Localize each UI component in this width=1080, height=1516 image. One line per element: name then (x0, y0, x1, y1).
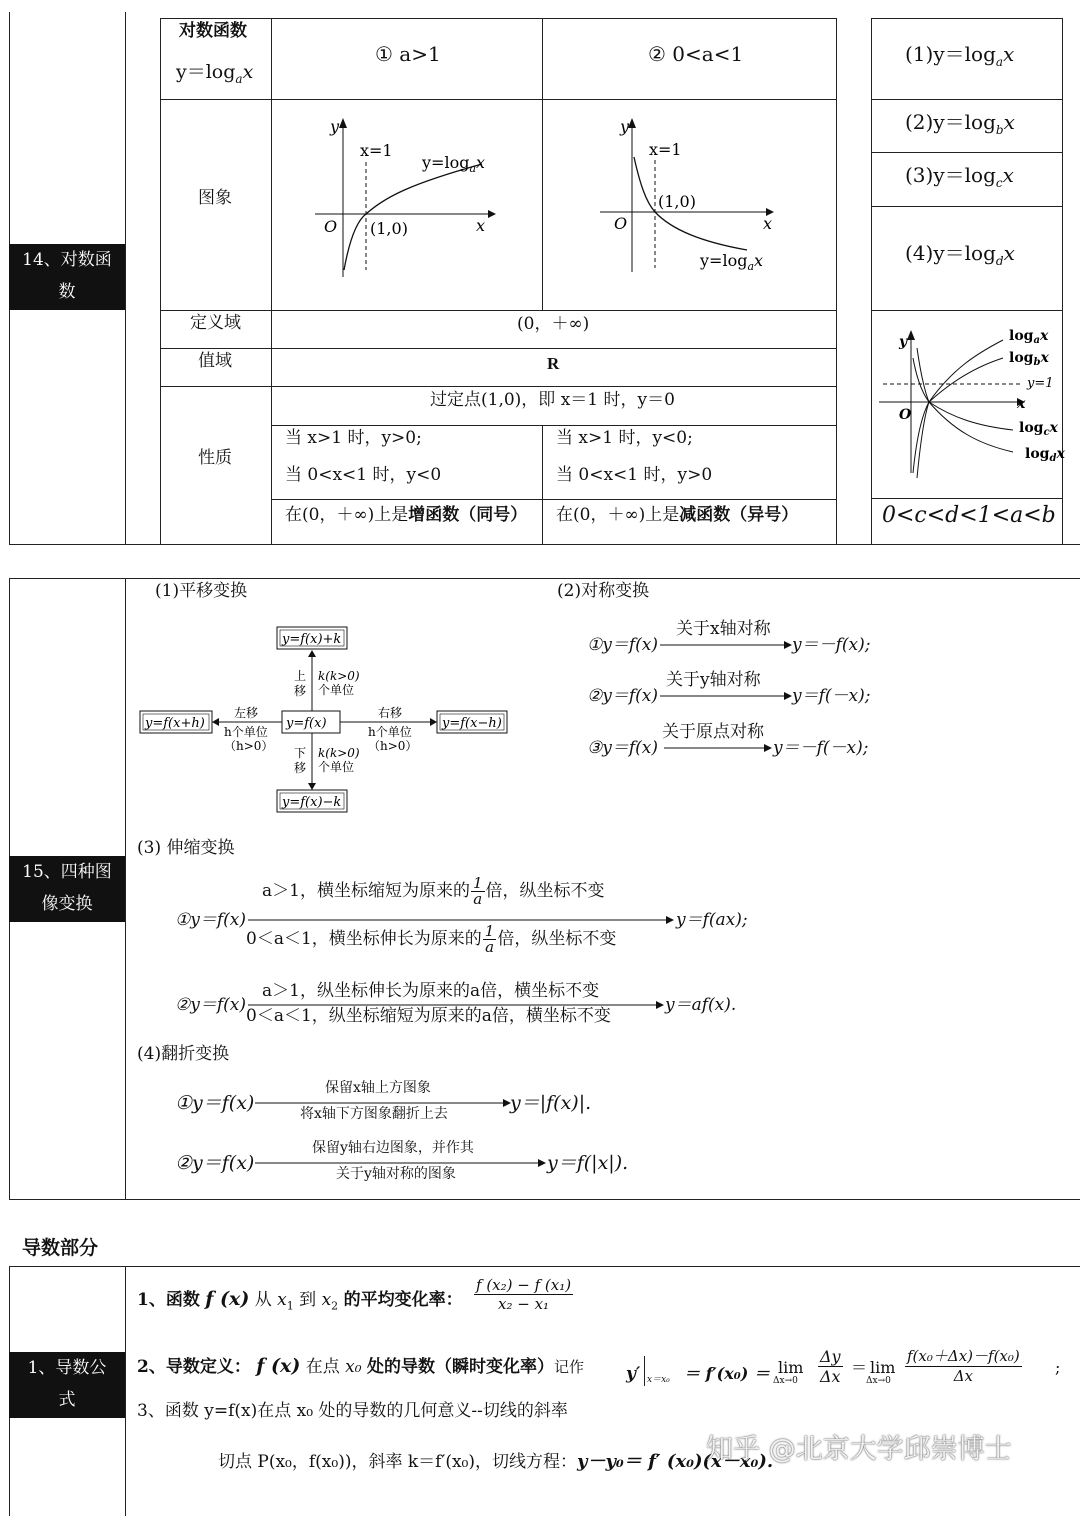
l4-a: 切点 P(x₀，f(x₀))，斜率 k＝f′(x₀)，切线方程： (218, 1452, 577, 1472)
g1-point-label: (1,0) (370, 219, 408, 238)
sym1-arrow (660, 638, 795, 652)
side-func-3 (905, 165, 1014, 189)
l1-pre: 1、函数 (137, 1290, 200, 1310)
g1-x-label: x (476, 216, 486, 235)
t2-symmetry: (2)对称变换 (557, 581, 650, 601)
avg-rate-line: 1、函数 f (x) 从 $x_1$ 到 $x_2$ 的平均变化率： (137, 1288, 463, 1313)
st1-top-fn: 1 (472, 874, 483, 892)
st2-rhs: y＝af(x). (665, 995, 737, 1015)
sym3-arrow (664, 741, 774, 755)
side-func-4-sub: d (995, 254, 1004, 268)
log-row-sep1 (160, 99, 837, 100)
sg-log-c (1019, 420, 1059, 438)
fold1-lhs: ①y＝f(x) (175, 1092, 255, 1114)
side-func-1-sub: a (995, 55, 1004, 69)
g2-curve-var: x (754, 251, 764, 270)
row-head-domain: 定义域 (190, 313, 241, 333)
deriv-fprime: ＝ f′(x₀) ＝ (684, 1364, 770, 1383)
derivative-section-title: 导数部分 (22, 1237, 99, 1259)
g1-curve-text: y=log (422, 153, 470, 172)
side-func-2-sub: b (995, 123, 1004, 137)
st1-bot-fn: 1 (484, 922, 495, 940)
g1-curve-label (421, 153, 485, 175)
g2-origin: O (614, 214, 628, 233)
translation-diagram (135, 625, 515, 817)
g1-origin: O (324, 217, 338, 236)
sym1-lhs: ①y＝f(x) (587, 635, 658, 655)
side-sep5 (871, 498, 1063, 499)
sg-l2s: b (1033, 357, 1041, 368)
g1-x1-label: x=1 (360, 141, 393, 160)
side-func-2-pre: (2)y＝log (905, 110, 996, 134)
deriv-label-line2: 式 (58, 1390, 76, 1410)
log-head-title: 对数函数 (179, 21, 247, 41)
log-table-col1 (271, 18, 272, 545)
tr-left-cond1: h个单位 (224, 725, 268, 739)
sg-l2v: x (1040, 350, 1049, 366)
sym2-cond: 关于y轴对称 (666, 670, 761, 690)
s15-label-line2: 像变换 (41, 894, 93, 914)
side-sep1 (871, 99, 1063, 100)
watermark: 知乎 @北京大学邱崇博士 (706, 1434, 1012, 1465)
row-head-range: 值域 (198, 351, 232, 371)
fold2-top: 保留y轴右边图象，并作其 (312, 1140, 474, 1156)
mono1-post: 函数（同号） (425, 505, 528, 525)
l1-fx: f (x) (205, 1288, 250, 1310)
tr-up-cond2: 个单位 (318, 683, 355, 697)
deriv-eq2: ＝ (851, 1358, 868, 1377)
deriv-semicolon: ; (1055, 1358, 1061, 1377)
log-table-col2-bottom (542, 425, 543, 545)
log-row-sep3 (160, 348, 837, 349)
tr-left-lbl: 左移 (234, 706, 259, 720)
tr-down-cond1: k(k>0) (318, 746, 360, 760)
tr-down-lbl2: 移 (294, 761, 307, 775)
sym3-cond: 关于原点对称 (662, 722, 764, 742)
sg-l4: log (1025, 446, 1050, 462)
mono1-key: 增 (408, 505, 426, 525)
l1-post: 的平均变化率： (343, 1290, 463, 1310)
sg-l1v: x (1039, 328, 1049, 344)
sym2-arrow (660, 689, 795, 703)
tr-up-lbl2: 移 (294, 684, 307, 698)
fold2-rhs: y＝f(|x|). (547, 1152, 629, 1174)
geom-meaning-line: 3、函数 y=f(x)在点 x₀ 处的导数的几何意义--切线的斜率 (137, 1401, 568, 1421)
prop-a-gt-1-line1: 当 x>1 时，y>0; (285, 428, 422, 448)
mono2-pre: 在(0，＋∞)上是 (556, 505, 680, 525)
log-row-sep5 (271, 425, 837, 426)
sym3-rhs: y＝－f(－x); (773, 738, 869, 758)
base-compare-graph (873, 318, 1063, 494)
l2-note: 记作 (553, 1358, 584, 1376)
sg-log-a (1009, 328, 1049, 346)
base-order: 0<c<d<1<a<b (882, 503, 1056, 528)
st2-bot: 0＜a＜1，纵坐标缩短为原来的a倍，横坐标不变 (246, 1006, 611, 1026)
side-func-1-var: x (1003, 42, 1015, 66)
deriv-diff-quotient (905, 1345, 1022, 1385)
l2-dy: Δy (820, 1347, 841, 1366)
g2-y-label: y (620, 117, 630, 136)
s15-topic-label (9, 856, 125, 922)
fold2-lhs: ②y＝f(x) (175, 1152, 255, 1174)
l1-to: 到 (299, 1290, 317, 1310)
col-head-a-gt-1: ① a>1 (375, 42, 441, 66)
sg-log-d (1025, 446, 1065, 464)
st1-top-post: 倍，纵坐标不变 (485, 881, 605, 901)
l4-b: y－y₀＝ f′ (x₀)(x－x₀). (577, 1451, 774, 1472)
sym3-lhs: ③y＝f(x) (587, 738, 658, 758)
mono1-pre: 在(0，＋∞)上是 (285, 505, 409, 525)
tr-right-lbl: 右移 (378, 706, 403, 720)
g2-x1-label: x=1 (649, 140, 682, 159)
deriv-lim2: lim (870, 1358, 896, 1377)
l2-post: 处的导数（瞬时变化率） (366, 1357, 554, 1377)
deriv-dy-dx (818, 1347, 843, 1386)
l2-mid: 在点 (305, 1357, 340, 1377)
side-func-3-sub: c (995, 176, 1003, 190)
l1-x1: x (277, 1290, 287, 1310)
l2-den: Δx (953, 1367, 974, 1385)
side-func-2-var: x (1003, 110, 1015, 134)
l2-num: f(x₀＋Δx)－f(x₀) (907, 1347, 1020, 1365)
deriv-eval-at: x＝x₀ (647, 1375, 670, 1385)
log-graph-increasing (300, 112, 500, 282)
side-sep2 (871, 152, 1063, 153)
tr-center: y=f(x) (286, 716, 327, 731)
g2-x-label: x (763, 214, 773, 233)
st1-lhs: ①y＝f(x) (175, 910, 246, 930)
t4-fold: (4)翻折变换 (137, 1044, 230, 1064)
g1-y-label: y (330, 117, 340, 136)
sg-y: y (899, 334, 908, 350)
row-head-graph: 图象 (198, 188, 232, 208)
deriv-label-line1: 1、导数公 (27, 1358, 107, 1378)
tr-down-cond2: 个单位 (318, 760, 355, 774)
side-func-4 (905, 243, 1015, 267)
range-value: R (547, 354, 560, 373)
side-func-3-var: x (1002, 163, 1014, 187)
deriv-lim1-sub: Δx→0 (773, 1376, 798, 1386)
tr-down: y=f(x)−k (282, 795, 342, 810)
l2-dx: Δx (820, 1367, 841, 1386)
sg-l4v: x (1056, 446, 1065, 462)
s14-topic-label (9, 244, 125, 310)
sg-l4s: d (1049, 453, 1057, 464)
prop-a-lt-1-line1: 当 x>1 时，y<0; (556, 428, 693, 448)
log-head-formula-sub: a (235, 71, 243, 86)
deriv-lim2-sub: Δx→0 (866, 1376, 891, 1386)
s15-label-divider (125, 578, 126, 1200)
tr-right-cond2: （h>0） (368, 739, 418, 753)
avg-rate-fraction (474, 1276, 573, 1313)
log-row-sep6 (271, 499, 837, 500)
st1-bot-fd: a (485, 938, 495, 956)
fold2-bot: 关于y轴对称的图象 (336, 1166, 456, 1182)
log-graph-decreasing (592, 112, 792, 282)
st1-top-pre: a＞1，横坐标缩短为原来的 (262, 881, 470, 901)
sg-l1: log (1009, 328, 1034, 344)
st1-top-fd: a (473, 890, 483, 908)
tr-left: y=f(x+h) (145, 716, 205, 731)
g2-curve-sub: a (747, 260, 754, 273)
st2-lhs: ②y＝f(x) (175, 995, 246, 1015)
sym2-rhs: y＝f(－x); (792, 686, 871, 706)
l2-fx: f (x) (256, 1355, 301, 1377)
log-row-sep4 (160, 386, 837, 387)
sg-origin: O (899, 407, 912, 423)
sg-l3: log (1019, 420, 1044, 436)
deriv-y-prime: y′ (626, 1364, 641, 1384)
t3-stretch: (3) 伸缩变换 (137, 838, 235, 858)
st2-top: a＞1，纵坐标伸长为原来的a倍，横坐标不变 (262, 981, 600, 1001)
tr-up-lbl1: 上 (294, 669, 307, 683)
g2-point-label: (1,0) (658, 192, 696, 211)
sym1-rhs: y＝－f(x); (792, 635, 871, 655)
domain-value: (0，＋∞) (517, 314, 590, 334)
tr-right: y=f(x−h) (442, 716, 502, 731)
sym2-lhs: ②y＝f(x) (587, 686, 658, 706)
side-func-3-pre: (3)y＝log (905, 163, 996, 187)
deriv-eval-bar (644, 1356, 645, 1386)
l1-x2: x (321, 1290, 332, 1310)
sg-l1s: a (1033, 335, 1040, 346)
side-func-4-pre: (4)y＝log (905, 241, 996, 265)
sg-x: x (1017, 396, 1026, 412)
log-table-col2-top (542, 18, 543, 310)
g1-curve-sub: a (469, 162, 476, 175)
log-row-sep2 (160, 310, 837, 311)
fold1-bot: 将x轴下方图象翻折上去 (300, 1106, 448, 1122)
sg-log-b (1009, 350, 1049, 368)
fixed-point: 过定点(1,0)，即 x＝1 时，y＝0 (430, 390, 675, 410)
mono-increasing (285, 507, 527, 524)
mono2-post: 函数（异号） (696, 505, 799, 525)
sg-l3v: x (1049, 420, 1058, 436)
s14-label-line1: 14、对数函 (22, 250, 112, 270)
tr-down-lbl1: 下 (294, 746, 307, 760)
log-head-formula-text: y＝log (176, 61, 236, 83)
s14-label-line2: 数 (58, 282, 76, 302)
st1-top (262, 876, 605, 907)
tr-up: y=f(x)+k (282, 632, 342, 647)
prop-a-gt-1-line2: 当 0<x<1 时，y<0 (285, 465, 442, 485)
st1-rhs: y＝f(ax); (676, 910, 748, 930)
side-sep4 (871, 310, 1063, 311)
st1-bot (246, 924, 616, 955)
col-head-a-lt-1: ② 0<a<1 (648, 42, 744, 66)
fold1-rhs: y＝|f(x)|. (510, 1092, 592, 1114)
deriv-label-divider (125, 1266, 126, 1516)
prop-a-lt-1-line2: 当 0<x<1 时，y>0 (556, 465, 713, 485)
tr-up-cond1: k(k>0) (318, 669, 360, 683)
tr-right-cond1: h个单位 (368, 725, 412, 739)
l1-mid: 从 (254, 1290, 272, 1310)
st1-bot-frac (483, 924, 497, 955)
g1-curve-var: x (476, 153, 486, 172)
side-func-4-var: x (1003, 241, 1015, 265)
l1-num: f (x₂) − f (x₁) (476, 1276, 572, 1294)
deriv-lim1: lim (778, 1358, 804, 1377)
st1-top-frac (471, 876, 485, 907)
g2-curve-label (699, 251, 763, 273)
s15-label-line1: 15、四种图 (22, 862, 112, 882)
l1-den: x₂ − x₁ (498, 1295, 550, 1313)
deriv-def-line (137, 1357, 584, 1376)
mono-decreasing (556, 507, 798, 524)
l2-pre: 2、导数定义： (137, 1357, 251, 1377)
sym1-cond: 关于x轴对称 (676, 619, 771, 639)
deriv-topic-label (9, 1352, 125, 1418)
st1-bot-pre: 0＜a＜1，横坐标伸长为原来的 (246, 929, 482, 949)
log-head-formula-var: x (242, 61, 254, 83)
g2-curve-text: y=log (700, 251, 748, 270)
l2-x0: x₀ (345, 1357, 362, 1377)
log-head-formula (176, 63, 253, 85)
s14-label-divider (125, 12, 126, 545)
st1-bot-post: 倍，纵坐标不变 (497, 929, 617, 949)
t1-translation: (1)平移变换 (155, 581, 248, 601)
tangent-line (218, 1453, 773, 1471)
mono2-key: 减 (679, 505, 697, 525)
row-head-props: 性质 (198, 448, 232, 468)
sg-l3s: c (1043, 427, 1050, 438)
side-sep3 (871, 206, 1063, 207)
sg-y1: y=1 (1027, 376, 1054, 391)
fold1-top: 保留x轴上方图象 (325, 1080, 431, 1096)
tr-left-cond2: （h>0） (224, 739, 274, 753)
sg-l2: log (1009, 350, 1034, 366)
side-func-1-pre: (1)y＝log (905, 42, 996, 66)
side-func-1 (905, 44, 1014, 68)
side-func-2 (905, 112, 1015, 136)
